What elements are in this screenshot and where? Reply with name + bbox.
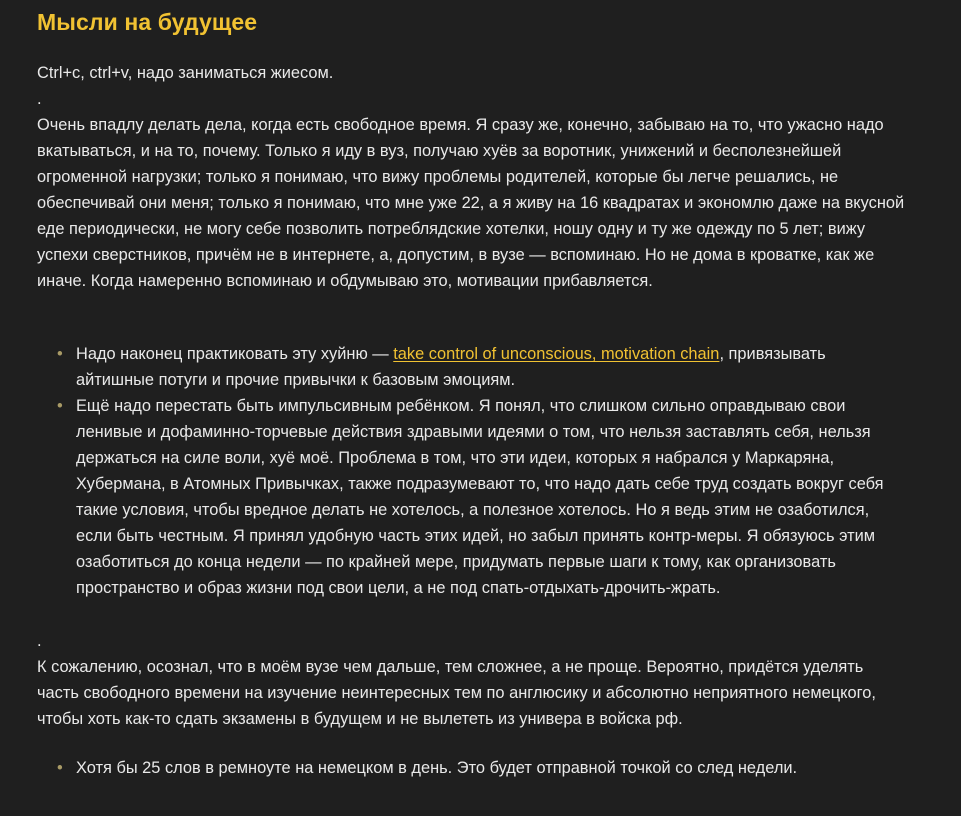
bullet-list-1 [37,341,907,601]
list-item [37,341,907,393]
bullet-list-2 [37,755,907,781]
list-item [37,393,907,601]
list-item [37,755,907,781]
list-item-text: , привязывать айтишные потуги и прочие привычки к базовым эмоциям. [76,345,826,389]
paragraph-university: К сожалению, осознал, что в моём вузе чем дальше, тем сложнее, а не проще. Вероятно, придётся уделять часть свободного времени на изучение неинтересных тем по англюсику и абсолютно неприятного немецкого, чтобы хоть как-то сдать экзамены в будущем и не вылететь из универа в войска рф. [37,658,876,728]
list-item-text: Ещё надо перестать быть импульсивным ребёнком. Я понял, что слишком сильно оправдываю свои ленивые и дофаминно-торчевые действия здравыми идеями о том, что нельзя заставлять себя, нельзя держаться на силе воли, хуё моё. Проблема в том, что эти идеи, которых я набрался у Маркаряна, Хубермана, в Атомных Привычках, также подразумевают то, что надо дать себе труд создать вокруг себя такие условия, чтобы вредное делать не хотелось, а полезное хотелось. Но я ведь этим не озаботился, если быть честным. Я принял удобную часть этих идей, но забыл принять контр-меры. Я обязуюсь этим озаботиться до конца недели — по крайней мере, придумать первые шаги к тому, как организовать пространство и образ жизни под свои цели, а не под спать-отдыхать-дрочить-жрать. [76,397,884,597]
paragraph-intro: Ctrl+c, ctrl+v, надо заниматься жиесом. [37,64,334,82]
separator-dot: . [37,632,42,650]
inline-link[interactable]: take control of unconscious, motivation chain [393,345,720,363]
list-item-text: Надо наконец практиковать эту хуйню — [76,345,394,363]
bullet-marker: • [57,397,63,415]
bullet-marker: • [57,759,63,777]
bullet-marker: • [57,345,63,363]
separator-dot: . [37,90,42,108]
page-title: Мысли на будущее [37,9,258,35]
list-item-text: Хотя бы 25 слов в ремноуте на немецком в день. Это будет отправной точкой со след недели. [76,759,798,777]
paragraph-motivation: Очень впадлу делать дела, когда есть свободное время. Я сразу же, конечно, забываю на то, что ужасно надо вкатываться, и на то, почему. Только я иду в вуз, получаю хуёв за воротник, унижений и бесполезнейшей огроменной нагрузки; только я понимаю, что вижу проблемы родителей, которые бы легче решались, не обеспечивай они меня; только я понимаю, что мне уже 22, а я живу на 16 квадратах и экономлю даже на вкусной еде периодически, не могу себе позволить потреблядские хотелки, ношу одну и ту же одежду по 5 лет; вижу успехи сверстников, причём не в интернете, а, допустим, в вузе — вспоминаю. Но не дома в кроватке, как же иначе. Когда намеренно вспоминаю и обдумываю это, мотивации прибавляется. [37,116,905,290]
